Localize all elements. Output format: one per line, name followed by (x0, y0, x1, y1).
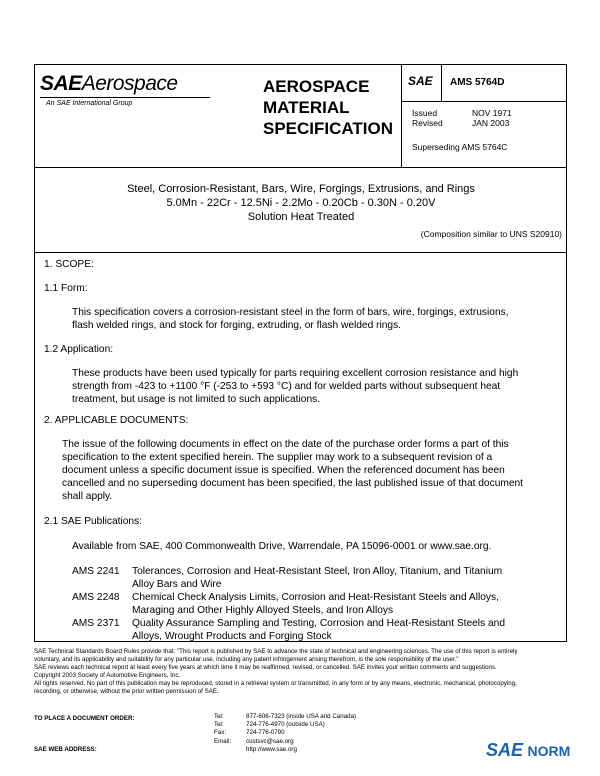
divider (35, 167, 566, 168)
logo-underline (40, 97, 210, 98)
document-type-title: AEROSPACE MATERIAL SPECIFICATION (263, 77, 394, 138)
superseding-note: Superseding AMS 5764C (412, 142, 508, 152)
section-2-1-text: Available from SAE, 400 Commonwealth Drive, Warrendale, PA 15096-0001 or www.sae.org. (72, 541, 492, 552)
reference-list (72, 565, 505, 643)
reference-item: AMS 2371 Quality Assurance Sampling and Testing, Corrosion and Heat-Resistant Steels and Alloys, Wrought Products and Forging Stock (72, 618, 505, 642)
issued-label: Issued (412, 108, 438, 118)
divider (35, 252, 566, 253)
section-1-heading: 1. SCOPE: (44, 259, 94, 270)
divider (441, 65, 442, 101)
web-label: SAE WEB ADDRESS: (34, 746, 97, 753)
section-2-text: The issue of the following documents in effect on the date of the purchase order forms a part of this specification to the extent specified herein. The supplier may work to a subsequent revision of a document unless a specific document issue is specified. When the referenced document has been cancelled and no superseding document has been specified, the last published issue of that document shall apply. (62, 439, 524, 502)
subject-line-2: 5.0Mn - 22Cr - 12.5Ni - 2.2Mo - 0.20Cb - 0.30N - 0.20V (166, 197, 436, 209)
sae-website-link[interactable]: http://www.sae.org (246, 745, 297, 753)
section-2-1-heading: 2.1 SAE Publications: (44, 516, 142, 527)
composition-note: (Composition similar to UNS S20910) (420, 229, 562, 239)
contact-labels: Tel: Tel: Fax: Email: (214, 713, 232, 745)
section-1-2-text: These products have been used typically for parts requiring excellent corrosion resistance and high strength from -423 to +1100 °F (-253 to +593 °C) and for welded parts without subsequent heat treatment, but usage is not limited to such applications. (72, 368, 519, 405)
issued-date: NOV 1971 (472, 108, 512, 118)
spec-number: AMS 5764D (450, 77, 505, 88)
contact-values: 877-606-7323 (inside USA and Canada) 724-776-4970 (outside USA) 724-776-0790 custsvc@sae.org http://www.sae.org (246, 713, 357, 753)
section-2-heading: 2. APPLICABLE DOCUMENTS: (44, 415, 189, 426)
subject-line-1: Steel, Corrosion-Resistant, Bars, Wire, Forgings, Extrusions, and Rings (127, 183, 475, 195)
reference-item: AMS 2248 Chemical Check Analysis Limits, Corrosion and Heat-Resistant Steels and Alloys, Maraging and Other Highly Alloyed Steels, and Iron Alloys (72, 592, 499, 616)
sae-aerospace-logo: SAEAerospace (40, 72, 178, 95)
footer-legal: SAE Technical Standards Board Rules provide that: "This report is published by SAE to advance the state of technical and engineering sciences. The use of this report is entirely voluntary, and its applicability and suitability for any particular use, including any patent infringement arising therefrom, is the sole responsibility of the user." SAE reviews each technical report at least every five years at which time it may be reaffirmed, revised, or cancelled. SAE invites your written comments and suggestions. Copyright 2003 Society of Automotive Engineers, Inc. All rights reserved. No part of this publication may be reproduced, stored in a retrieval system or transmitted, in any form or by any means, electronic, mechanical, photocopying, recording, or otherwise, without the prior written permission of SAE. (34, 648, 518, 695)
section-1-1-heading: 1.1 Form: (44, 283, 88, 294)
order-label: TO PLACE A DOCUMENT ORDER: (34, 715, 135, 722)
sae-norm-watermark: SAE NORM (486, 740, 571, 760)
subject-line-3: Solution Heat Treated (247, 211, 355, 223)
logo-tagline: An SAE International Group (46, 100, 133, 107)
sae-mini-logo: SAE (408, 74, 433, 88)
section-1-2-heading: 1.2 Application: (44, 344, 114, 355)
revised-date: JAN 2003 (472, 118, 510, 128)
reference-item: AMS 2241 Tolerances, Corrosion and Heat-Resistant Steel, Iron Alloy, Titanium, and Titanium Alloy Bars and Wire (72, 566, 503, 590)
revised-label: Revised (412, 118, 443, 128)
section-1-1-text: This specification covers a corrosion-resistant steel in the form of bars, wire, forgings, extrusions, flash welded rings, and stock for forging, extruding, or flash welded rings. (72, 307, 509, 331)
divider (401, 101, 567, 102)
